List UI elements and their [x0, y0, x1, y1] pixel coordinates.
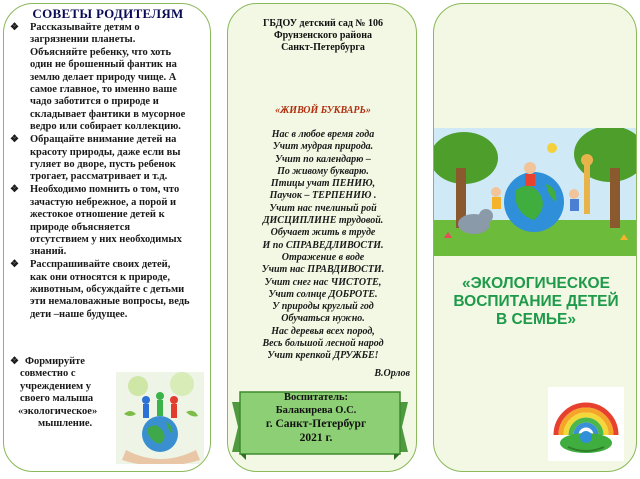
- kids-on-globe-hands-image: [116, 372, 204, 464]
- header-line: Санкт-Петербурга: [281, 42, 365, 53]
- tip-line: складывает фантики в мусорное: [30, 108, 186, 120]
- main-title-line: «ЭКОЛОГИЧЕСКОЕ: [462, 275, 610, 292]
- poem-line: Весь большой лесной народ: [262, 338, 384, 350]
- teacher-role: Воспитатель:: [283, 392, 349, 403]
- tip-line: природе объясняется: [30, 221, 131, 233]
- tip-item: [10, 134, 208, 184]
- tip-item: [10, 184, 208, 258]
- tip-line: знаний.: [30, 246, 67, 258]
- main-title-line: ВОСПИТАНИЕ ДЕТЕЙ: [453, 293, 619, 310]
- tip-line: учреждением у: [20, 380, 92, 392]
- tip-line: землю делает природу чище. А: [30, 71, 177, 83]
- year-label: 2021 г.: [299, 432, 333, 444]
- tip-line: зачастую небрежное, а порой и: [30, 196, 177, 208]
- poem-line: По живому букварю.: [277, 165, 369, 177]
- kindergarten-header: [228, 18, 417, 54]
- teacher-banner-text: [242, 392, 390, 445]
- poem-line: ДИСЦИПЛИНЕ трудовой.: [262, 215, 384, 227]
- tip-line: красоту природы, даже если вы: [30, 146, 181, 158]
- tip-line: Объясняйте ребенку, что хоть: [30, 46, 172, 58]
- poem-line: Отражение в воде: [281, 251, 365, 263]
- parents-advice-panel: [3, 3, 211, 472]
- tip-line: ведро или собирает коллекцию.: [30, 121, 181, 133]
- diamond-bullet-icon: ❖: [10, 134, 19, 146]
- tip-line: Рассказывайте детям о: [30, 22, 140, 33]
- poem-line: Нас в любое время года: [271, 129, 375, 140]
- tip-line: чадо заботится о природе и: [30, 96, 159, 108]
- poem-line: Учит нас пчелиный рой: [269, 202, 377, 214]
- diamond-bullet-icon: ❖: [10, 259, 19, 271]
- tips-list: [10, 22, 208, 322]
- rainbow-earth-logo: [548, 387, 624, 461]
- tip-line: как они относятся к природе,: [30, 271, 170, 283]
- poem-line: Учит нас ПРАВДИВОСТИ.: [261, 264, 385, 276]
- tip-line: Расспрашивайте своих детей,: [30, 259, 171, 271]
- tip-line: жестокое отношение детей к: [30, 209, 165, 221]
- poem-line: Учит снег нас ЧИСТОТЕ,: [264, 276, 382, 288]
- tip-item: [10, 259, 208, 321]
- tip-line: [10, 356, 120, 368]
- teacher-name: Балакирева О.С.: [275, 404, 357, 416]
- parents-advice-title: СОВЕТЫ РОДИТЕЛЯМ: [32, 6, 184, 21]
- tip-line: совместно с: [20, 368, 76, 380]
- tip-line: отсутствием у них необходимых: [30, 233, 182, 245]
- tip-line: дети –наше будущее.: [30, 308, 128, 320]
- header-line: ГБДОУ детский сад № 106: [263, 18, 383, 29]
- tip-line: трогает, рассматривает и т.д.: [30, 171, 168, 183]
- tip-line: самое главное, то именно ваше: [30, 84, 178, 96]
- main-title-line: В СЕМЬЕ»: [495, 311, 577, 328]
- poem-line: У природы круглый год: [272, 301, 374, 313]
- diamond-bullet-icon: ❖: [10, 22, 19, 33]
- poem-line: Обучает жить в труде: [270, 227, 376, 239]
- city-label: г. Санкт-Петербург: [265, 418, 367, 430]
- poem-line: Нас деревья всех пород,: [271, 325, 375, 337]
- poem-line: И по СПРАВЕДЛИВОСТИ.: [262, 239, 384, 251]
- tip-line: один не брошенный фантик на: [30, 59, 177, 71]
- poem-line: Учит крепкой ДРУЖБЕ!: [267, 350, 379, 362]
- tip-line: животным, обсуждайте с детьми: [30, 284, 185, 296]
- poem-body: [228, 129, 417, 363]
- poem-line: Обучаться нужно.: [281, 313, 365, 325]
- poem-line: Учит солнце ДОБРОТЕ.: [268, 288, 378, 300]
- tip-line: «экологическое»: [18, 405, 98, 417]
- poem-author: В.Орлов: [374, 368, 410, 379]
- tip-line: своего малыша: [20, 393, 94, 405]
- tip-line: гуляет во дворе, пусть ребенок: [30, 158, 176, 170]
- poem-line: Учит мудрая природа.: [272, 141, 374, 153]
- tip-line: загрязнении планеты.: [30, 34, 136, 46]
- kids-and-animals-around-earth-image: [434, 128, 637, 256]
- tip-line: эти немаловажные вопросы, ведь: [30, 296, 190, 308]
- tip-item: [10, 22, 208, 134]
- tip-line: Необходимо помнить о том, что: [30, 184, 180, 196]
- tip-item-last: [10, 356, 120, 430]
- poem-title: «ЖИВОЙ БУКВАРЬ»: [275, 105, 371, 116]
- tip-line: Обращайте внимание детей на: [30, 134, 177, 146]
- cover-panel: [433, 3, 637, 472]
- poem-line: Паучок – ТЕРПЕНИЮ .: [269, 190, 377, 202]
- poem-panel: [227, 3, 417, 472]
- diamond-bullet-icon: ❖: [10, 356, 19, 367]
- poem-line: Учит по календарю –: [275, 153, 371, 165]
- tip-line-text: Формируйте: [24, 356, 85, 367]
- brochure-main-title: [434, 275, 637, 329]
- diamond-bullet-icon: ❖: [10, 184, 19, 196]
- poem-line: Птицы учат ПЕНИЮ,: [270, 178, 376, 190]
- header-line: Фрунзенского района: [274, 30, 372, 41]
- tip-line: мышление.: [38, 418, 93, 430]
